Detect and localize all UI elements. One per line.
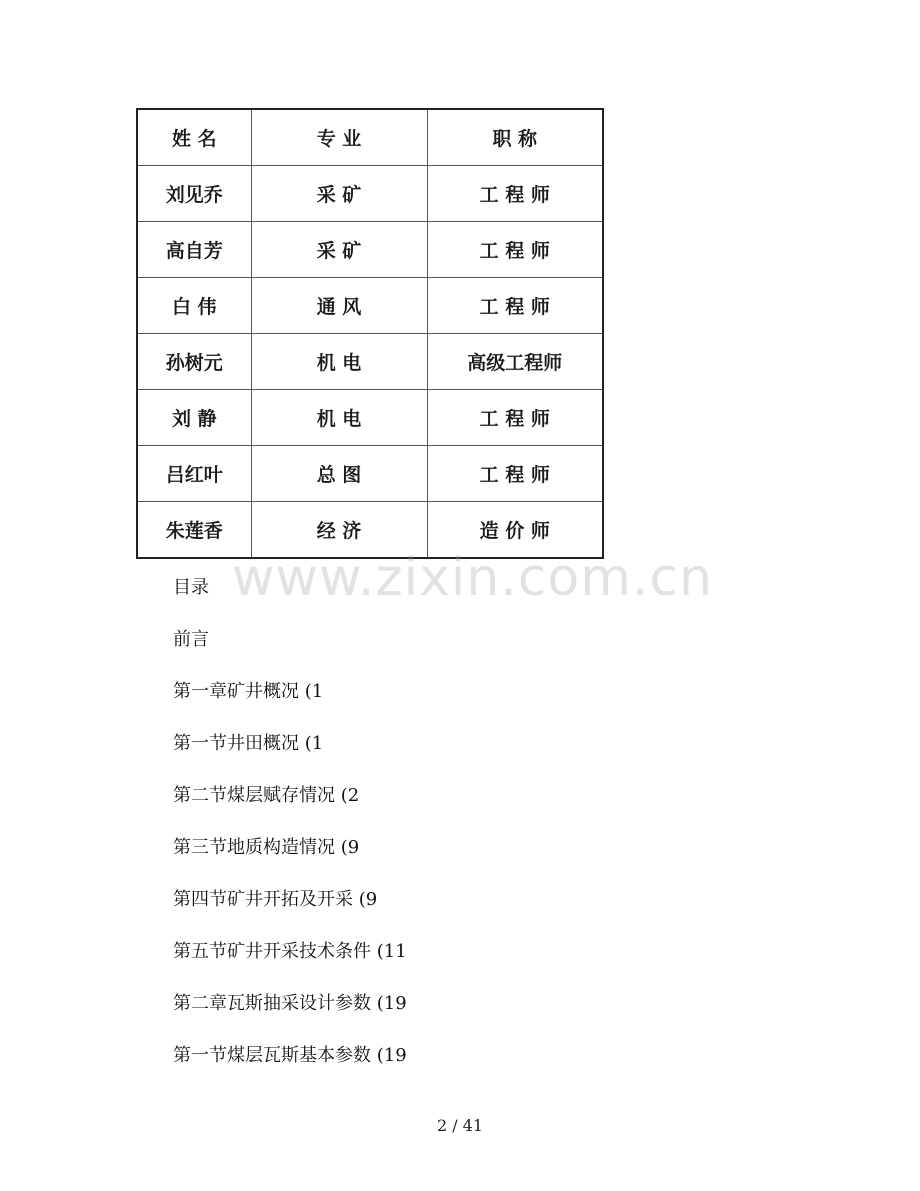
- cell-title: 工 程 师: [427, 166, 603, 222]
- cell-major: 采 矿: [251, 222, 427, 278]
- cell-major: 经 济: [251, 502, 427, 559]
- table-row: [137, 278, 603, 334]
- cell-title: 造 价 师: [427, 502, 603, 559]
- cell-major: 总 图: [251, 446, 427, 502]
- staff-table: [136, 108, 604, 559]
- header-name: 姓 名: [137, 109, 251, 166]
- table-row: [137, 222, 603, 278]
- toc-item: 第三节地质构造情况 (9: [173, 837, 360, 858]
- cell-major: 机 电: [251, 390, 427, 446]
- cell-major: 采 矿: [251, 166, 427, 222]
- cell-major: 机 电: [251, 334, 427, 390]
- table-row: [137, 166, 603, 222]
- toc-item: 第一章矿井概况 (1: [173, 681, 324, 702]
- watermark: www.zixin.com.cn: [232, 548, 713, 608]
- cell-name: 吕红叶: [137, 446, 251, 502]
- table-row: [137, 390, 603, 446]
- cell-name: 孙树元: [137, 334, 251, 390]
- toc-item: 第二节煤层赋存情况 (2: [173, 785, 360, 806]
- header-major: 专 业: [251, 109, 427, 166]
- page-number: 2 / 41: [436, 1116, 484, 1135]
- toc-item: 第一节井田概况 (1: [173, 733, 324, 754]
- cell-title: 工 程 师: [427, 390, 603, 446]
- table-header-row: [137, 109, 603, 166]
- toc-heading: 目录: [173, 577, 209, 598]
- cell-title: 工 程 师: [427, 446, 603, 502]
- toc-item: 前言: [173, 629, 209, 650]
- cell-major: 通 风: [251, 278, 427, 334]
- cell-name: 刘 静: [137, 390, 251, 446]
- table-row: [137, 334, 603, 390]
- cell-title: 工 程 师: [427, 222, 603, 278]
- table-of-contents: [173, 576, 407, 1096]
- cell-name: 刘见乔: [137, 166, 251, 222]
- toc-item: 第四节矿井开拓及开采 (9: [173, 889, 378, 910]
- header-title: 职 称: [427, 109, 603, 166]
- toc-item: 第五节矿井开采技术条件 (11: [173, 941, 407, 962]
- table-row: [137, 446, 603, 502]
- cell-name: 朱莲香: [137, 502, 251, 559]
- cell-title: 工 程 师: [427, 278, 603, 334]
- toc-item: 第二章瓦斯抽采设计参数 (19: [173, 993, 407, 1014]
- cell-name: 高自芳: [137, 222, 251, 278]
- cell-title: 高级工程师: [427, 334, 603, 390]
- cell-name: 白 伟: [137, 278, 251, 334]
- toc-item: 第一节煤层瓦斯基本参数 (19: [173, 1045, 407, 1066]
